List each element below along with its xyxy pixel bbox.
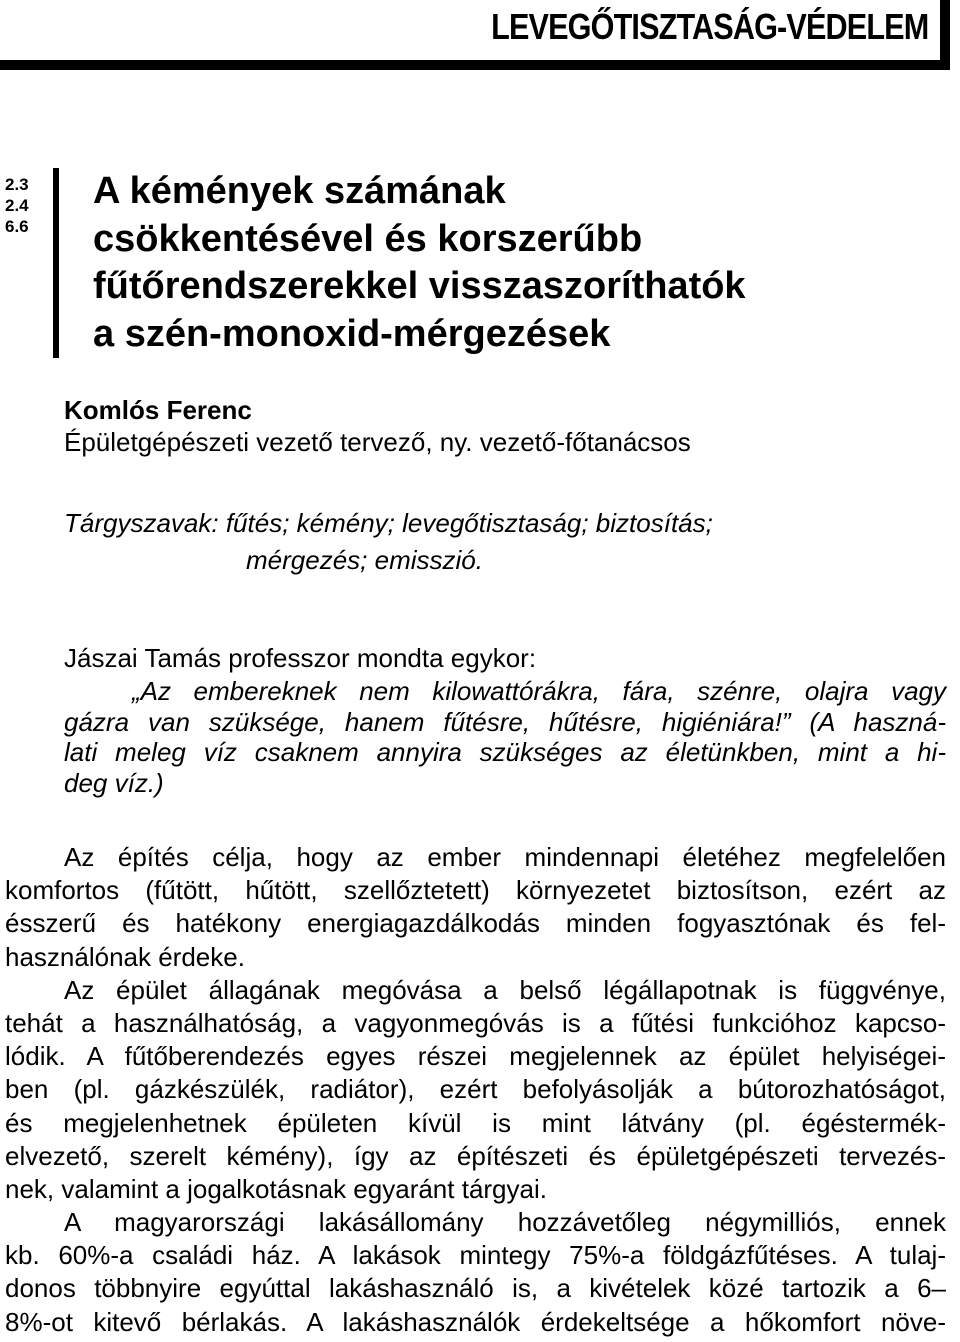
title-accent-bar <box>53 168 59 358</box>
article-title-line: A kémények számának <box>93 170 506 212</box>
quote-block <box>64 676 946 798</box>
body-line: Az építés célja, hogy az ember mindennapi életéhez megfelelően <box>64 842 946 872</box>
body-line: használónak érdeke. <box>5 941 245 972</box>
quote-intro: Jászai Tamás professzor mondta egykor: <box>64 643 537 673</box>
body-line: komfortos (fűtött, hűtött, szellőztetett) környezetet biztosítson, ezért az <box>5 875 946 906</box>
body-line: donos többnyire egyúttal lakáshasználó is, a kivételek közé tartozik a 6– <box>5 1273 946 1304</box>
author-role: Épületgépészeti vezető tervező, ny. vezető-főtanácsos <box>64 427 691 457</box>
quote-line: gázra van szüksége, hanem fűtésre, hűtésre, higiéniára!” (A haszná- <box>64 706 946 737</box>
article-title <box>93 168 943 358</box>
body-text <box>5 841 946 1339</box>
author-name: Komlós Ferenc <box>64 395 252 425</box>
quote-line: „Az embereknek nem kilowattórákra, fára, szénre, olajra vagy <box>132 676 946 706</box>
section-code: 2.3 <box>5 175 29 194</box>
body-line: nek, valamint a jogalkotásnak egyaránt tárgyai. <box>5 1173 547 1204</box>
body-line: Az épület állagának megóvása a belső légállapotnak is függvénye, <box>64 974 946 1005</box>
keywords <box>64 505 713 579</box>
body-line: A magyarországi lakásállomány hozzávetőleg négymilliós, ennek <box>64 1207 946 1238</box>
body-line: és megjelenhetnek épületen kívül is mint látvány (pl. égéstermék- <box>5 1107 946 1138</box>
body-line: ésszerű és hatékony energiagazdálkodás minden fogyasztónak és fel- <box>5 908 946 939</box>
section-code: 2.4 <box>5 196 29 215</box>
quote-line: deg víz.) <box>64 767 164 798</box>
section-codes <box>5 174 29 237</box>
article-title-line: csökkentésével és korszerűbb <box>93 217 643 260</box>
journal-section-title: LEVEGŐTISZTASÁG-VÉDELEM <box>490 6 928 47</box>
keywords-line: mérgezés; emisszió. <box>246 545 483 575</box>
header-vertical-rule <box>940 0 950 64</box>
body-line: elvezető, szerelt kémény), így az építészeti és épületgépészeti tervezés- <box>5 1140 946 1171</box>
article-title-line: a szén-monoxid-mérgezések <box>93 312 611 355</box>
keywords-line: Tárgyszavak: fűtés; kémény; levegőtisztaság; biztosítás; <box>64 508 713 538</box>
body-line: kb. 60%-a családi ház. A lakások mintegy 75%-a földgázfűtéses. A tulaj- <box>5 1240 946 1271</box>
body-line: tehát a használhatóság, a vagyonmegóvás is a fűtési funkcióhoz kapcso- <box>5 1007 946 1038</box>
quote-line: lati meleg víz csaknem annyira szükséges az életünkben, mint a hi- <box>64 737 946 767</box>
body-line: lódik. A fűtőberendezés egyes részei megjelennek az épület helyiségei- <box>5 1041 946 1072</box>
body-line: ben (pl. gázkészülék, radiátor), ezért befolyásolják a bútorozhatóságot, <box>5 1074 946 1105</box>
section-code: 6.6 <box>5 217 29 236</box>
body-line: 8%-ot kitevő bérlakás. A lakáshasználók érdekeltsége a hőkomfort növe- <box>5 1306 946 1337</box>
header-horizontal-rule <box>0 60 950 70</box>
article-title-line: fűtőrendszerekkel visszaszoríthatók <box>93 265 746 307</box>
